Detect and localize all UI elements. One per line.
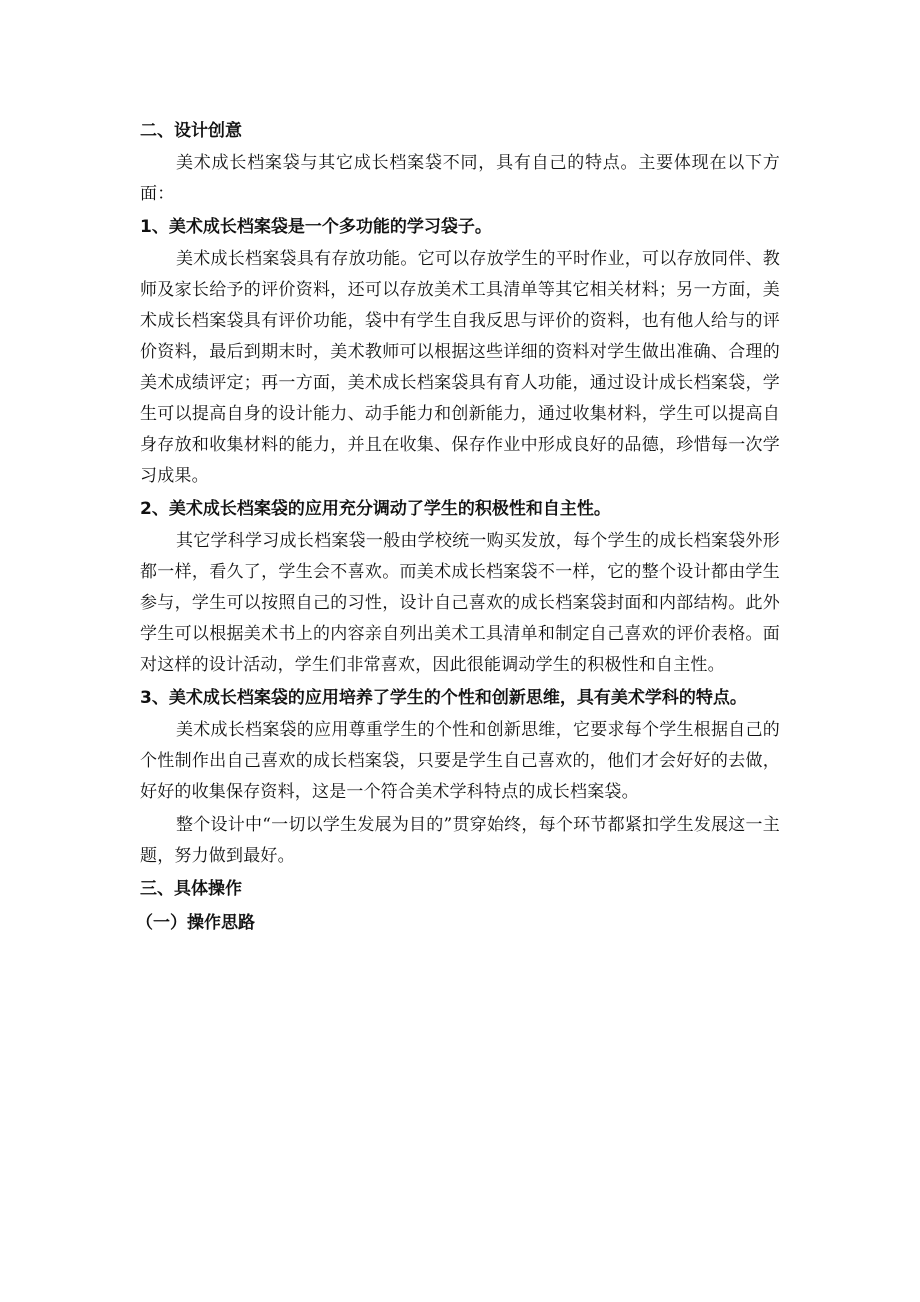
document-page [136,114,780,940]
point-paragraph-3: 美术成长档案袋的应用尊重学生的个性和创新思维，它要求每个学生根据自己的个性制作出自己喜欢的成长档案袋，只要是学生自己喜欢的，他们才会好好的去做，好好的收集保存资料，这是一个符合美术学科特点的成长档案袋。 [140,720,780,802]
point-paragraph-2: 其它学科学习成长档案袋一般由学校统一购买发放，每个学生的成长档案袋外形都一样，看久了，学生会不喜欢。而美术成长档案袋不一样，它的整个设计都由学生参与，学生可以按照自己的习性，设计自己喜欢的成长档案袋封面和内部结构。此外学生可以根据美术书上的内容亲自列出美术工具清单和制定自己喜欢的评价表格。面对这样的设计活动，学生们非常喜欢，因此很能调动学生的积极性和自主性。 [140,531,780,675]
point-paragraph-1: 美术成长档案袋具有存放功能。它可以存放学生的平时作业，可以存放同伴、教师及家长给予的评价资料，还可以存放美术工具清单等其它相关材料；另一方面，美术成长档案袋具有评价功能，袋中有学生自我反思与评价的资料，也有他人给与的评价资料，最后到期末时，美术教师可以根据这些详细的资料对学生做出准确、合理的美术成绩评定；再一方面，美术成长档案袋具有育人功能，通过设计成长档案袋，学生可以提高自身的设计能力、动手能力和创新能力，通过收集材料，学生可以提高自身存放和收集材料的能力，并且在收集、保存作业中形成良好的品德，珍惜每一次学习成果。 [140,249,780,486]
intro-paragraph: 美术成长档案袋与其它成长档案袋不同，具有自己的特点。主要体现在以下方面： [140,153,780,204]
section-heading-operation: 三、具体操作 [140,879,242,899]
summary-paragraph: 整个设计中“一切以学生发展为目的”贯穿始终，每个环节都紧扣学生发展这一主题，努力做到最好。 [140,815,780,866]
subsection-heading-approach: （一）操作思路 [136,913,255,933]
point-heading-2: 2、美术成长档案袋的应用充分调动了学生的积极性和自主性。 [140,499,611,519]
point-heading-3: 3、美术成长档案袋的应用培养了学生的个性和创新思维，具有美术学科的特点。 [140,688,747,708]
section-heading-design-idea: 二、设计创意 [140,121,242,141]
point-heading-1: 1、美术成长档案袋是一个多功能的学习袋子。 [140,217,492,237]
